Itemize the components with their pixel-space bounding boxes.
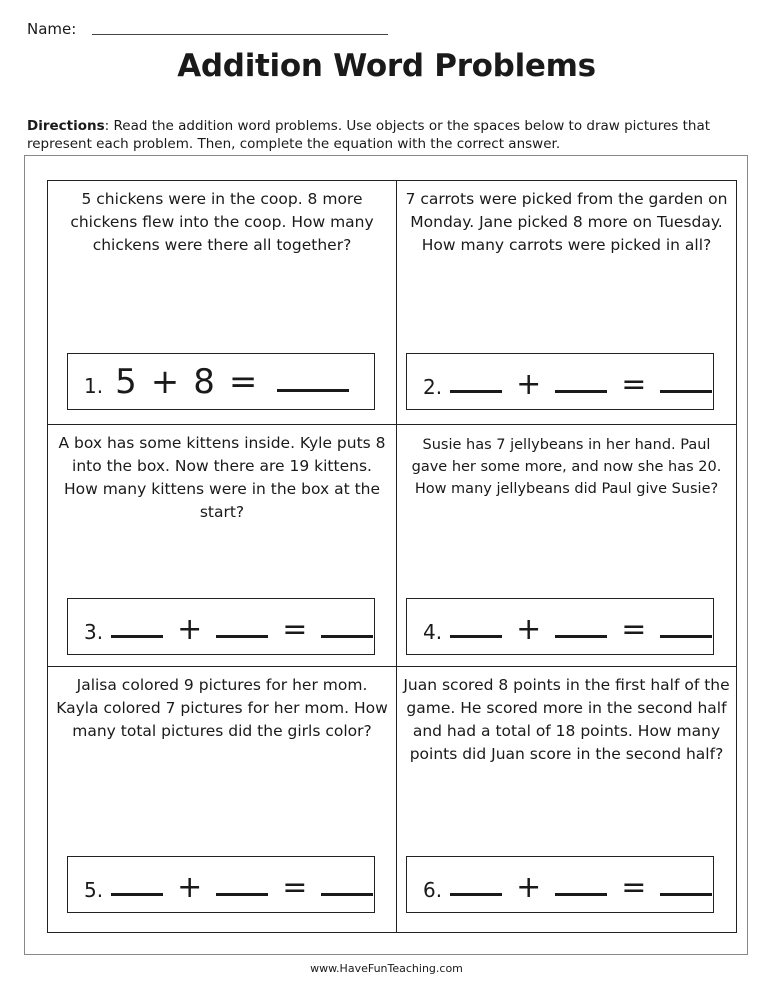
addend-blank-6a[interactable] (450, 893, 502, 896)
equation-3 (84, 612, 377, 647)
directions (27, 117, 747, 153)
addend-2-given: 8 (193, 362, 215, 402)
addend-blank-3a[interactable] (111, 635, 163, 638)
addend-blank-2a[interactable] (450, 390, 502, 393)
answer-blank-1[interactable] (277, 389, 349, 392)
addend-blank-4b[interactable] (555, 635, 607, 638)
equals-sign-6: = (621, 870, 647, 905)
addend-1-given: 5 (115, 362, 137, 402)
problem-text-6: Juan scored 8 points in the first half of the game. He scored more in the second half and had a total of 18 points. How many points did Juan score in the second half? (403, 676, 730, 763)
addend-blank-4a[interactable] (450, 635, 502, 638)
addend-blank-5b[interactable] (216, 893, 268, 896)
addend-blank-2b[interactable] (555, 390, 607, 393)
answer-blank-6[interactable] (660, 893, 712, 896)
answer-blank-5[interactable] (321, 893, 373, 896)
directions-text: : Read the addition word problems. Use objects or the spaces below to draw pictures that represent each problem. Then, complete the equation with the correct answer. (27, 118, 711, 152)
answer-box-5 (67, 856, 375, 913)
plus-sign-2: + (516, 367, 542, 402)
answer-blank-3[interactable] (321, 635, 373, 638)
plus-sign-6: + (516, 870, 542, 905)
name-label: Name: (27, 20, 77, 38)
problem-number-2: 2. (423, 375, 443, 399)
plus-sign-4: + (516, 612, 542, 647)
problem-text-1: 5 chickens were in the coop. 8 more chickens flew into the coop. How many chickens were there all together? (70, 190, 374, 254)
equation-1 (84, 362, 353, 402)
equation-5 (84, 870, 377, 905)
equation-2 (423, 367, 716, 402)
equation-4 (423, 612, 716, 647)
name-field (27, 20, 388, 38)
answer-box-1 (67, 353, 375, 410)
problem-cell-1 (48, 181, 397, 425)
problem-cell-2 (397, 181, 736, 425)
problem-number-6: 6. (423, 878, 443, 902)
problem-text-5: Jalisa colored 9 pictures for her mom. Kayla colored 7 pictures for her mom. How many total pictures did the girls color? (56, 676, 388, 740)
problem-number-5: 5. (84, 878, 104, 902)
answer-blank-4[interactable] (660, 635, 712, 638)
plus-sign-5: + (177, 870, 203, 905)
problem-cell-4 (397, 425, 736, 667)
equation-6 (423, 870, 716, 905)
problem-cell-6 (397, 667, 736, 932)
equals-sign-5: = (282, 870, 308, 905)
problem-cell-3 (48, 425, 397, 667)
worksheet-title: Addition Word Problems (177, 48, 596, 84)
answer-box-4 (406, 598, 714, 655)
addend-blank-5a[interactable] (111, 893, 163, 896)
problem-text-3: A box has some kittens inside. Kyle puts 8 into the box. Now there are 19 kittens. How many kittens were in the box at the start? (58, 434, 386, 521)
problems-grid (47, 180, 737, 933)
addend-blank-3b[interactable] (216, 635, 268, 638)
problem-number-3: 3. (84, 620, 104, 644)
directions-label: Directions (27, 118, 105, 134)
answer-box-2 (406, 353, 714, 410)
name-write-line[interactable] (92, 34, 388, 35)
equals-sign-3: = (282, 612, 308, 647)
footer-website: www.HaveFunTeaching.com (310, 962, 463, 975)
problem-cell-5 (48, 667, 397, 932)
problem-text-2: 7 carrots were picked from the garden on Monday. Jane picked 8 more on Tuesday. How many carrots were picked in all? (405, 190, 728, 254)
answer-box-6 (406, 856, 714, 913)
equals-sign-1: = (228, 362, 258, 402)
plus-sign-1: + (150, 362, 180, 402)
problem-number-4: 4. (423, 620, 443, 644)
answer-box-3 (67, 598, 375, 655)
problem-text-4: Susie has 7 jellybeans in her hand. Paul gave her some more, and now she has 20. How many jellybeans did Paul give Susie? (411, 437, 722, 497)
addend-blank-6b[interactable] (555, 893, 607, 896)
problem-number-1: 1. (84, 374, 104, 398)
plus-sign-3: + (177, 612, 203, 647)
equals-sign-2: = (621, 367, 647, 402)
answer-blank-2[interactable] (660, 390, 712, 393)
equals-sign-4: = (621, 612, 647, 647)
